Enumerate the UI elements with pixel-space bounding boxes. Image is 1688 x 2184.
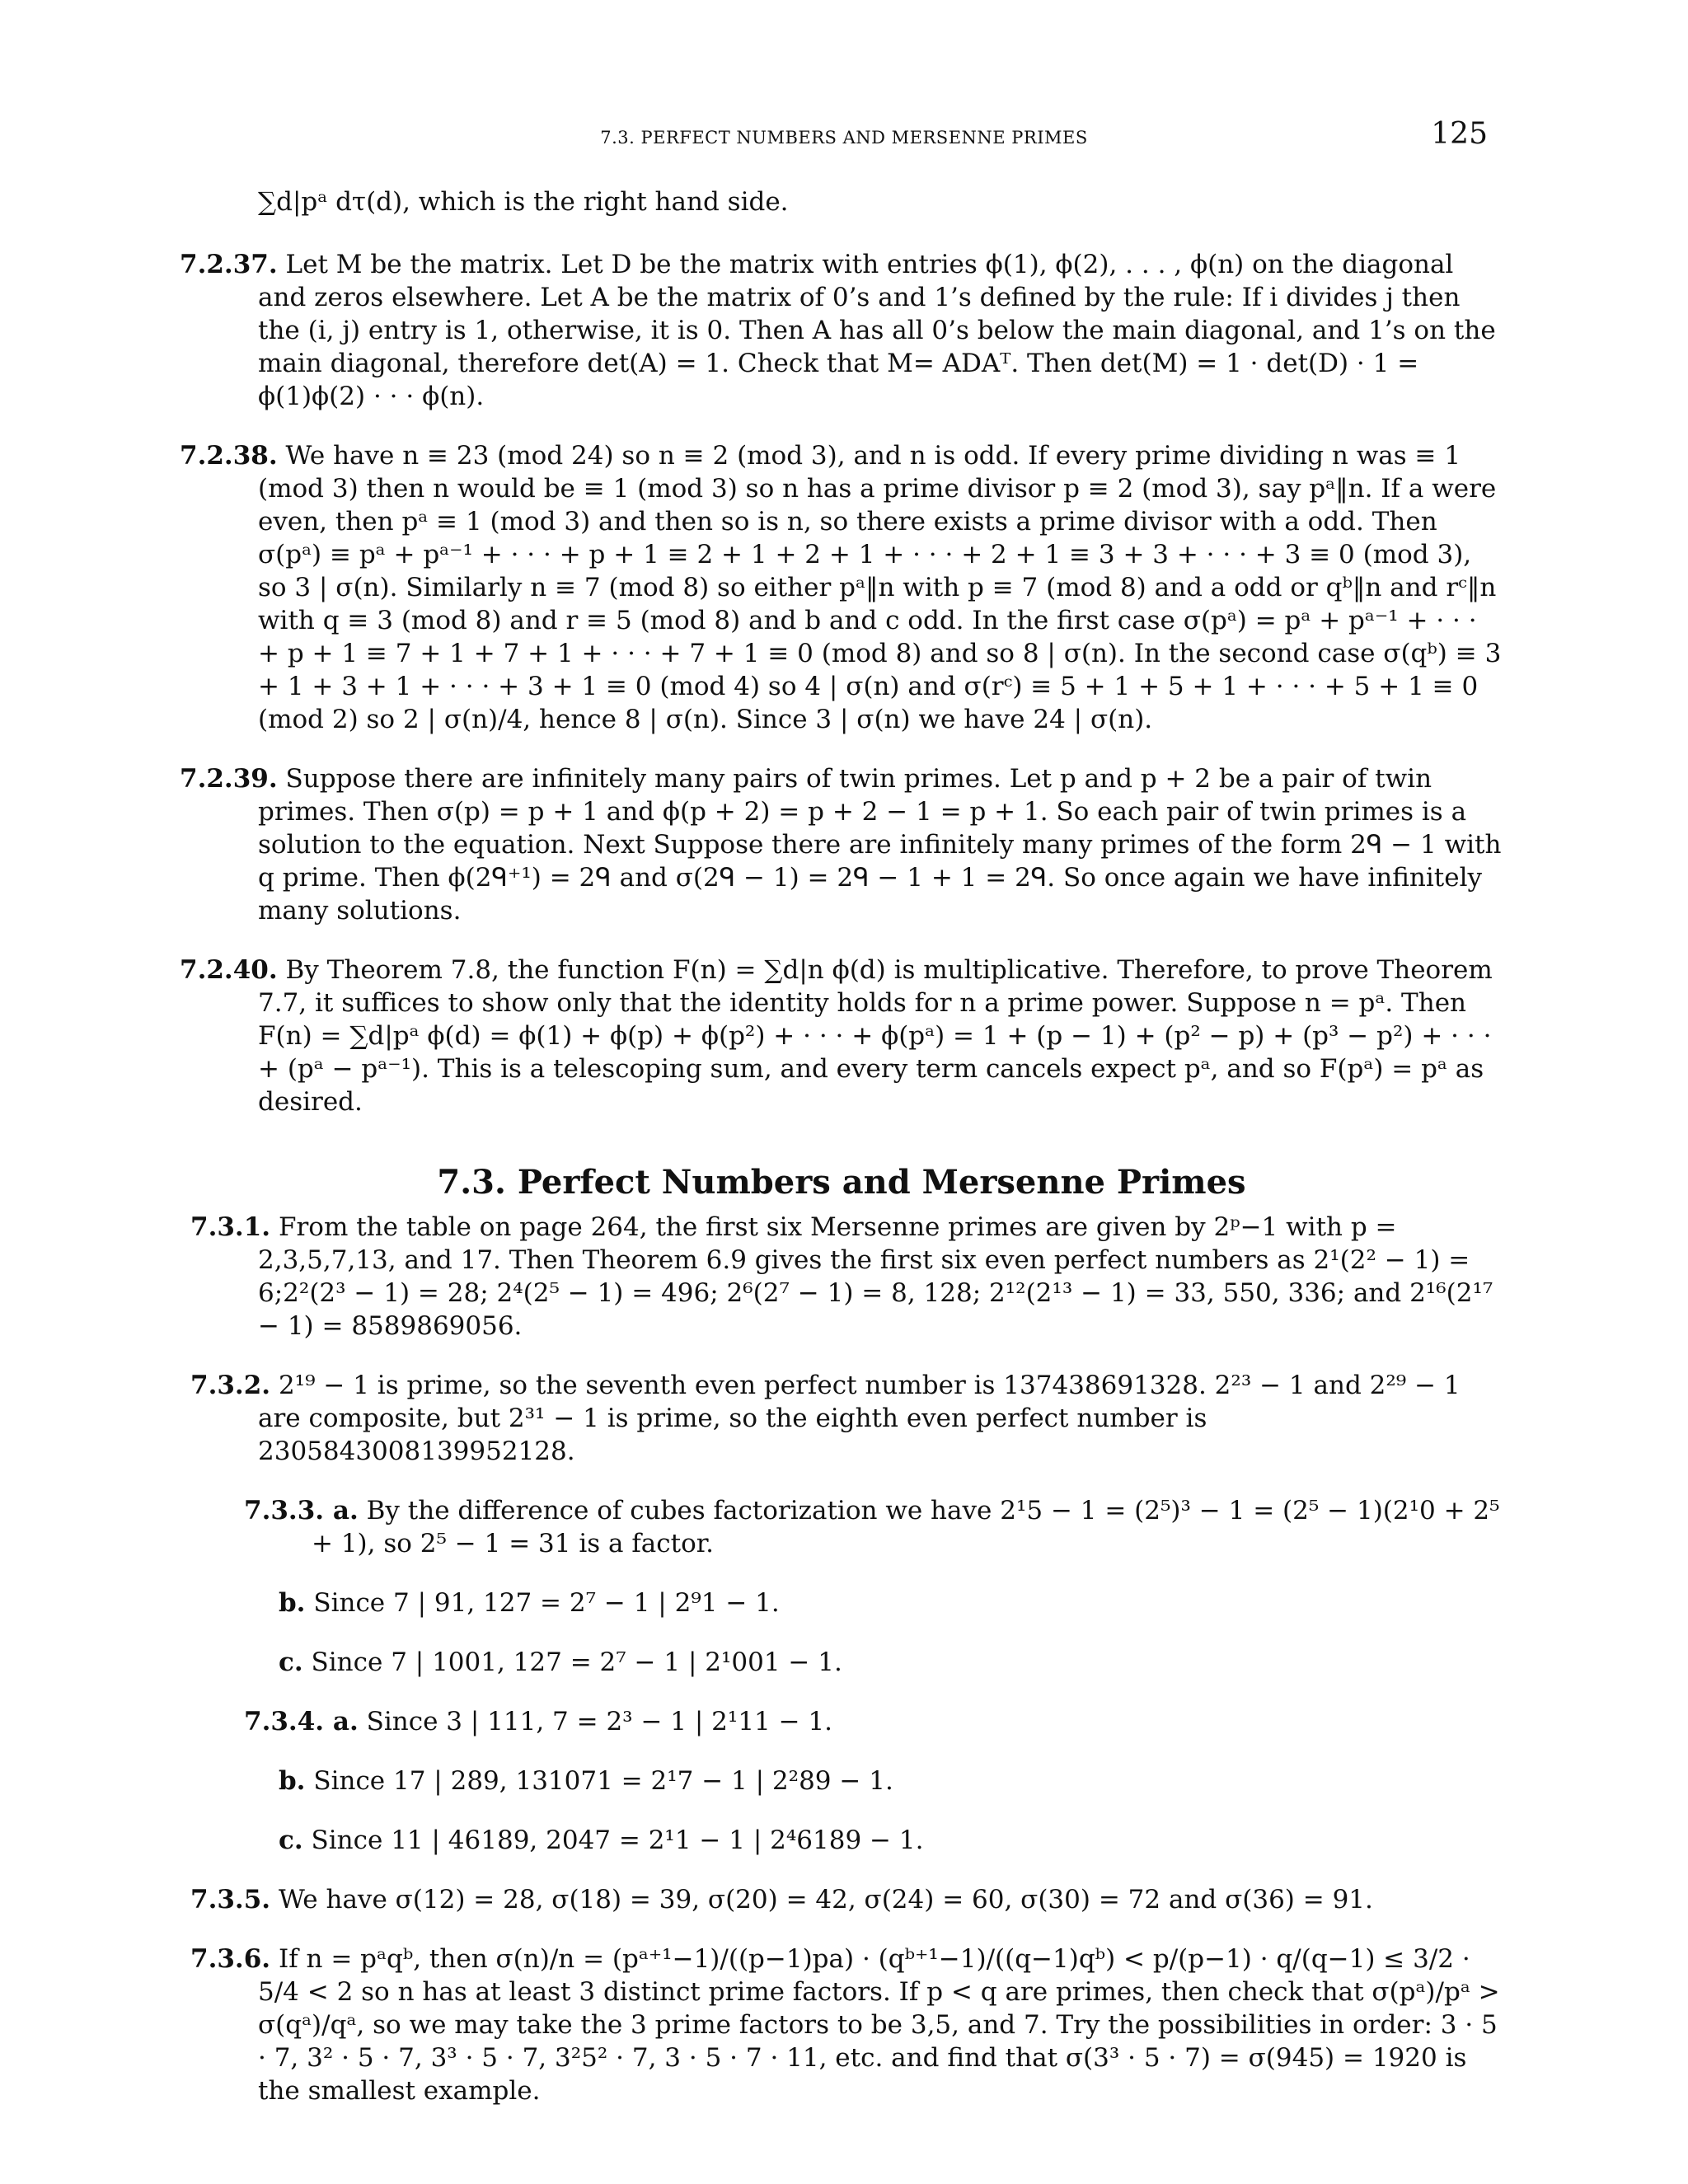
solution-7-3-4-c xyxy=(180,1824,1503,1857)
solution-text: By the difference of cubes factorization we have 2¹5 − 1 = (2⁵)³ − 1 = (2⁵ − 1)(2¹0 + 2⁵ + 1), so 2⁵ − 1 = 31 is a factor. xyxy=(312,1496,1500,1558)
solution-7-3-4-a xyxy=(180,1705,1503,1738)
solution-7-2-40 xyxy=(180,954,1503,1118)
solution-7-2-37 xyxy=(180,248,1503,413)
solution-number: 7.2.38. xyxy=(180,441,278,471)
solution-text: Since 11 | 46189, 2047 = 2¹1 − 1 | 2⁴6189 − 1. xyxy=(311,1825,924,1855)
solution-text: 2¹⁹ − 1 is prime, so the seventh even perfect number is 137438691328. 2²³ − 1 and 2²⁹ − 1 are composite, but 2³¹ − 1 is prime, so the eighth even perfect number is 2305843008139952128. xyxy=(258,1371,1461,1466)
solution-number: 7.3.4. a. xyxy=(244,1707,359,1736)
solution-7-3-5 xyxy=(180,1883,1503,1916)
solution-7-2-39 xyxy=(180,762,1503,927)
solution-7-3-3-a xyxy=(180,1494,1503,1560)
solution-text: Since 17 | 289, 131071 = 2¹7 − 1 | 2²89 − 1. xyxy=(313,1766,893,1796)
solution-text: We have σ(12) = 28, σ(18) = 39, σ(20) = 42, σ(24) = 60, σ(30) = 72 and σ(36) = 91. xyxy=(278,1885,1373,1915)
solution-7-3-1 xyxy=(180,1211,1503,1343)
solution-7-3-3-b xyxy=(180,1586,1503,1619)
page-number: 125 xyxy=(1431,117,1488,151)
part-label: c. xyxy=(279,1825,303,1855)
part-label: c. xyxy=(279,1647,303,1677)
running-title: 7.3. PERFECT NUMBERS AND MERSENNE PRIMES xyxy=(600,128,1088,148)
solution-number: 7.2.40. xyxy=(180,955,278,985)
solution-text: From the table on page 264, the first six Mersenne primes are given by 2ᵖ−1 with p = 2,3,5,7,13, and 17. Then Theorem 6.9 gives the first six even perfect numbers as 2¹(2² − 1) = 6;2²(2³ − 1) = 28; 2⁴(2⁵ − 1) = 496; 2⁶(2⁷ − 1) = 8, 128; 2¹²(2¹³ − 1) = 33, 550, 336; and 2¹⁶(2¹⁷ − 1) = 8589869056. xyxy=(258,1212,1493,1341)
part-label: b. xyxy=(279,1766,306,1796)
section-heading: 7.3. Perfect Numbers and Mersenne Primes xyxy=(437,1163,1246,1202)
solution-7-3-3-c xyxy=(180,1646,1503,1679)
solution-number: 7.3.1. xyxy=(190,1212,271,1242)
continuation-line: ∑d|pᵃ dτ(d), which is the right hand side. xyxy=(258,187,789,217)
solution-text: Since 7 | 91, 127 = 2⁷ − 1 | 2⁹1 − 1. xyxy=(313,1588,780,1618)
page-body xyxy=(180,185,1503,2107)
solution-text: Let M be the matrix. Let D be the matrix with entries ϕ(1), ϕ(2), . . . , ϕ(n) on the diagonal and zeros elsewhere. Let A be the matrix of 0’s and 1’s defined by the rule: If i divides j then the (i, j) entry is 1, otherwise, it is 0. Then A has all 0’s below the main diagonal, and 1’s on the main diagonal, therefore det(A) = 1. Check that M= ADAᵀ. Then det(M) = 1 · det(D) · 1 = ϕ(1)ϕ(2) · · · ϕ(n). xyxy=(258,250,1496,411)
solution-text: If n = pᵃqᵇ, then σ(n)/n = (pᵃ⁺¹−1)/((p−1)pa) · (qᵇ⁺¹−1)/((q−1)qᵇ) < p/(p−1) · q/(q−1) ≤ 3/2 · 5/4 < 2 so n has at least 3 distinct prime factors. If p < q are primes, then check that σ(pᵃ)/pᵃ > σ(qᵃ)/qᵃ, so we may take the 3 prime factors to be 3,5, and 7. Try the possibilities in order: 3 · 5 · 7, 3² · 5 · 7, 3³ · 5 · 7, 3²5² · 7, 3 · 5 · 7 · 11, etc. and find that σ(3³ · 5 · 7) = σ(945) = 1920 is the smallest example. xyxy=(258,1944,1500,2106)
solution-number: 7.3.5. xyxy=(190,1885,271,1915)
solution-number: 7.3.6. xyxy=(190,1944,271,1974)
solution-7-2-38 xyxy=(180,439,1503,736)
solution-text: We have n ≡ 23 (mod 24) so n ≡ 2 (mod 3), and n is odd. If every prime dividing n was ≡ 1 (mod 3) then n would be ≡ 1 (mod 3) so n has a prime divisor p ≡ 2 (mod 3), say pᵃ‖n. If a were even, then pᵃ ≡ 1 (mod 3) and then so is n, so there exists a prime divisor with a odd. Then σ(pᵃ) ≡ pᵃ + pᵃ⁻¹ + · · · + p + 1 ≡ 2 + 1 + 2 + 1 + · · · + 2 + 1 ≡ 3 + 3 + · · · + 3 ≡ 0 (mod 3), so 3 | σ(n). Similarly n ≡ 7 (mod 8) so either pᵃ‖n with p ≡ 7 (mod 8) and a odd or qᵇ‖n and rᶜ‖n with q ≡ 3 (mod 8) and r ≡ 5 (mod 8) and b and c odd. In the first case σ(pᵃ) = pᵃ + pᵃ⁻¹ + · · · + p + 1 ≡ 7 + 1 + 7 + 1 + · · · + 7 + 1 ≡ 0 (mod 8) and so 8 | σ(n). In the second case σ(qᵇ) ≡ 3 + 1 + 3 + 1 + · · · + 3 + 1 ≡ 0 (mod 4) so 4 | σ(n) and σ(rᶜ) ≡ 5 + 1 + 5 + 1 + · · · + 5 + 1 ≡ 0 (mod 2) so 2 | σ(n)/4, hence 8 | σ(n). Since 3 | σ(n) we have 24 | σ(n). xyxy=(258,441,1502,734)
solution-text: Suppose there are infinitely many pairs of twin primes. Let p and p + 2 be a pair of twin primes. Then σ(p) = p + 1 and ϕ(p + 2) = p + 2 − 1 = p + 1. So each pair of twin primes is a solution to the equation. Next Suppose there are infinitely many primes of the form 2ᑫ − 1 with q prime. Then ϕ(2ᑫ⁺¹) = 2ᑫ and σ(2ᑫ − 1) = 2ᑫ − 1 + 1 = 2ᑫ. So once again we have infinitely many solutions. xyxy=(258,764,1502,926)
solution-text: Since 7 | 1001, 127 = 2⁷ − 1 | 2¹001 − 1. xyxy=(311,1647,842,1677)
solution-text: By Theorem 7.8, the function F(n) = ∑d|n ϕ(d) is multiplicative. Therefore, to prove Theorem 7.7, it suffices to show only that the identity holds for n a prime power. Suppose n = pᵃ. Then F(n) = ∑d|pᵃ ϕ(d) = ϕ(1) + ϕ(p) + ϕ(p²) + · · · + ϕ(pᵃ) = 1 + (p − 1) + (p² − p) + (p³ − p²) + · · · + (pᵃ − pᵃ⁻¹). This is a telescoping sum, and every term cancels expect pᵃ, and so F(pᵃ) = pᵃ as desired. xyxy=(258,955,1493,1117)
solution-7-3-2 xyxy=(180,1369,1503,1468)
solution-text: Since 3 | 111, 7 = 2³ − 1 | 2¹11 − 1. xyxy=(366,1707,833,1736)
solution-7-3-6 xyxy=(180,1943,1503,2107)
solution-number: 7.3.2. xyxy=(190,1371,271,1400)
solution-number: 7.2.37. xyxy=(180,250,278,279)
solution-number: 7.2.39. xyxy=(180,764,278,794)
solution-7-3-4-b xyxy=(180,1765,1503,1797)
solution-number: 7.3.3. a. xyxy=(244,1496,359,1526)
part-label: b. xyxy=(279,1588,306,1618)
